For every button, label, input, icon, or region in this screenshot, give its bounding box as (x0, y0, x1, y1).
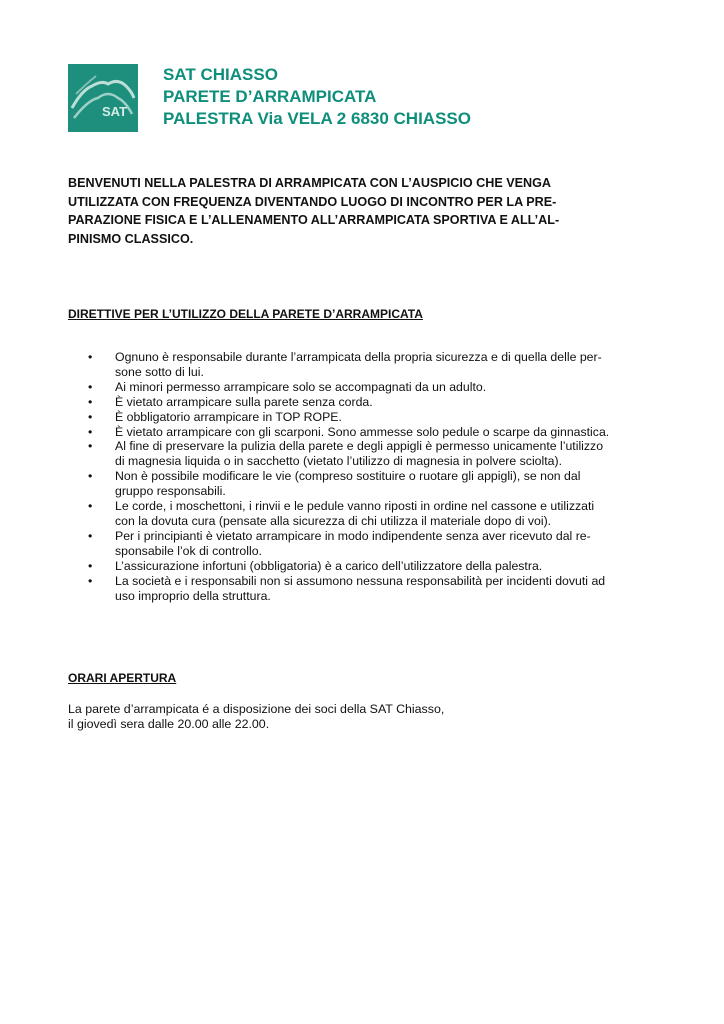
directives-list (88, 350, 668, 603)
list-item-text: Non è possibile modificare le vie (compreso sostituire o ruotare gli appigli), se non dal (115, 469, 581, 484)
list-item (88, 529, 668, 559)
hours-paragraph (68, 702, 444, 732)
list-item (88, 439, 668, 469)
list-item-text: di magnesia liquida o in sacchetto (vietato l’utilizzo di magnesia in polvere sciolta). (115, 454, 563, 469)
welcome-paragraph (68, 174, 648, 248)
list-item-text: La società e i responsabili non si assumono nessuna responsabilità per incidenti dovuti ad (115, 573, 606, 588)
list-item-text: con la dovuta cura (pensate alla sicurezza di chi utilizza il materiale dopo di voi). (115, 513, 552, 528)
directives-heading: DIRETTIVE PER L’UTILIZZO DELLA PARETE D’ARRAMPICATA (68, 307, 423, 321)
intro-line: PINISMO CLASSICO. (68, 231, 194, 246)
list-item (88, 559, 668, 574)
bullet-icon: • (88, 469, 93, 484)
list-item (88, 425, 668, 440)
list-item (88, 499, 668, 529)
list-item-text: Ognuno è responsabile durante l’arrampicata della propria sicurezza e di quella delle per- (115, 350, 602, 364)
header-line-1: SAT CHIASSO (163, 65, 278, 84)
list-item (88, 469, 668, 499)
list-item (88, 395, 668, 410)
bullet-icon: • (88, 439, 93, 454)
list-item-text: È vietato arrampicare sulla parete senza corda. (115, 394, 373, 409)
logo-text: SAT (102, 104, 128, 119)
list-item-text: Ai minori permesso arrampicare solo se accompagnati da un adulto. (115, 379, 487, 394)
list-item-text: È vietato arrampicare con gli scarponi. Sono ammesse solo pedule o scarpe da ginnastica. (115, 424, 610, 439)
list-item-text: È obbligatorio arrampicare in TOP ROPE. (115, 409, 342, 424)
list-item-text: Le corde, i moschettoni, i rinvii e le pedule vanno riposti in ordine nel cassone e utilizzati (115, 499, 595, 514)
list-item-text: Per i principianti è vietato arrampicare in modo indipendente senza aver ricevuto dal re- (115, 528, 591, 543)
bullet-icon: • (88, 350, 93, 364)
bullet-icon: • (88, 558, 93, 573)
list-item-text: gruppo responsabili. (115, 484, 226, 499)
list-item (88, 380, 668, 395)
bullet-icon: • (88, 394, 93, 409)
hours-line: La parete d’arrampicata é a disposizione dei soci della SAT Chiasso, (68, 702, 445, 716)
list-item (88, 574, 668, 604)
list-item (88, 350, 668, 380)
bullet-icon: • (88, 573, 93, 588)
header-line-3: PALESTRA Via VELA 2 6830 CHIASSO (163, 109, 471, 128)
list-item-text: L’assicurazione infortuni (obbligatoria) è a carico dell’utilizzatore della palestra. (115, 558, 543, 573)
mountain-logo-icon (68, 64, 138, 132)
list-item-text: sponsabile l’ok di controllo. (115, 543, 262, 558)
list-item (88, 410, 668, 425)
intro-line: UTILIZZATA CON FREQUENZA DIVENTANDO LUOGO DI INCONTRO PER LA PRE- (68, 194, 557, 209)
bullet-icon: • (88, 379, 93, 394)
intro-line: PARAZIONE FISICA E L’ALLENAMENTO ALL’ARRAMPICATA SPORTIVA E ALL’AL- (68, 213, 560, 227)
list-item-text: Al fine di preservare la pulizia della parete e degli appigli è permesso unicamente l’utilizzo (115, 439, 604, 454)
bullet-icon: • (88, 409, 93, 424)
bullet-icon: • (88, 424, 93, 439)
hours-line: il giovedì sera dalle 20.00 alle 22.00. (68, 717, 270, 731)
sat-logo (68, 64, 138, 132)
list-item-text: uso improprio della struttura. (115, 588, 271, 603)
header-line-2: PARETE D’ARRAMPICATA (163, 87, 377, 106)
bullet-icon: • (88, 499, 93, 514)
hours-heading: ORARI APERTURA (68, 671, 177, 685)
list-item-text: sone sotto di lui. (115, 364, 204, 379)
bullet-icon: • (88, 528, 93, 543)
intro-line: BENVENUTI NELLA PALESTRA DI ARRAMPICATA CON L’AUSPICIO CHE VENGA (68, 176, 552, 190)
page-header (163, 64, 471, 130)
